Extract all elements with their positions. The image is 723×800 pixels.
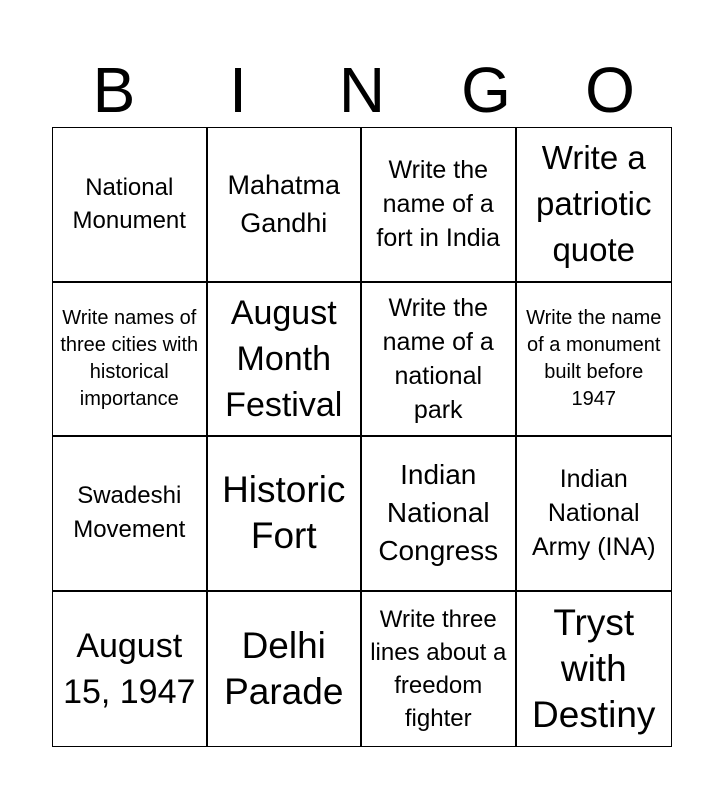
bingo-cell[interactable] bbox=[208, 592, 363, 747]
bingo-cell[interactable] bbox=[517, 437, 672, 592]
bingo-cell[interactable] bbox=[208, 128, 363, 283]
title-letter-i: I bbox=[229, 53, 247, 126]
bingo-board bbox=[52, 127, 672, 747]
bingo-cell[interactable] bbox=[53, 592, 208, 747]
bingo-cell[interactable] bbox=[53, 283, 208, 438]
bingo-cell[interactable] bbox=[208, 437, 363, 592]
bingo-cell[interactable] bbox=[362, 437, 517, 592]
cell-text: National Monument bbox=[72, 174, 186, 235]
cell-text: Delhi Parade bbox=[224, 624, 344, 712]
bingo-cell[interactable] bbox=[362, 592, 517, 747]
cell-text: Write names of three cities with historical importance bbox=[60, 306, 199, 410]
cell-text: Mahatma Gandhi bbox=[227, 170, 341, 239]
cell-text: August Month Festival bbox=[225, 293, 343, 424]
cell-text: Historic Fort bbox=[222, 469, 346, 557]
cell-text: Write three lines about a freedom fighter bbox=[370, 605, 507, 732]
bingo-cell[interactable] bbox=[208, 283, 363, 438]
cell-text: Write the name of a fort in India bbox=[376, 156, 501, 253]
title-letter-n: N bbox=[338, 53, 386, 126]
cell-text: Write the name of a national park bbox=[382, 293, 494, 424]
cell-text: Tryst with Destiny bbox=[532, 601, 656, 735]
bingo-cell[interactable] bbox=[53, 437, 208, 592]
title-letter-b: B bbox=[92, 53, 136, 126]
bingo-cell[interactable] bbox=[517, 592, 672, 747]
cell-text: Write a patriotic quote bbox=[535, 139, 652, 269]
cell-text: Indian National Congress bbox=[378, 459, 499, 567]
title-letter-g: G bbox=[461, 53, 511, 126]
bingo-cell[interactable] bbox=[362, 283, 517, 438]
bingo-cell[interactable] bbox=[517, 283, 672, 438]
bingo-cell[interactable] bbox=[362, 128, 517, 283]
cell-text: August 15, 1947 bbox=[63, 626, 196, 711]
cell-text: Write the name of a monument built before 1947 bbox=[526, 306, 662, 410]
bingo-cell[interactable] bbox=[517, 128, 672, 283]
bingo-cell[interactable] bbox=[53, 128, 208, 283]
bingo-title bbox=[52, 52, 672, 127]
cell-text: Indian National Army (INA) bbox=[531, 465, 656, 562]
title-letter-o: O bbox=[585, 53, 635, 126]
cell-text: Swadeshi Movement bbox=[73, 482, 186, 544]
